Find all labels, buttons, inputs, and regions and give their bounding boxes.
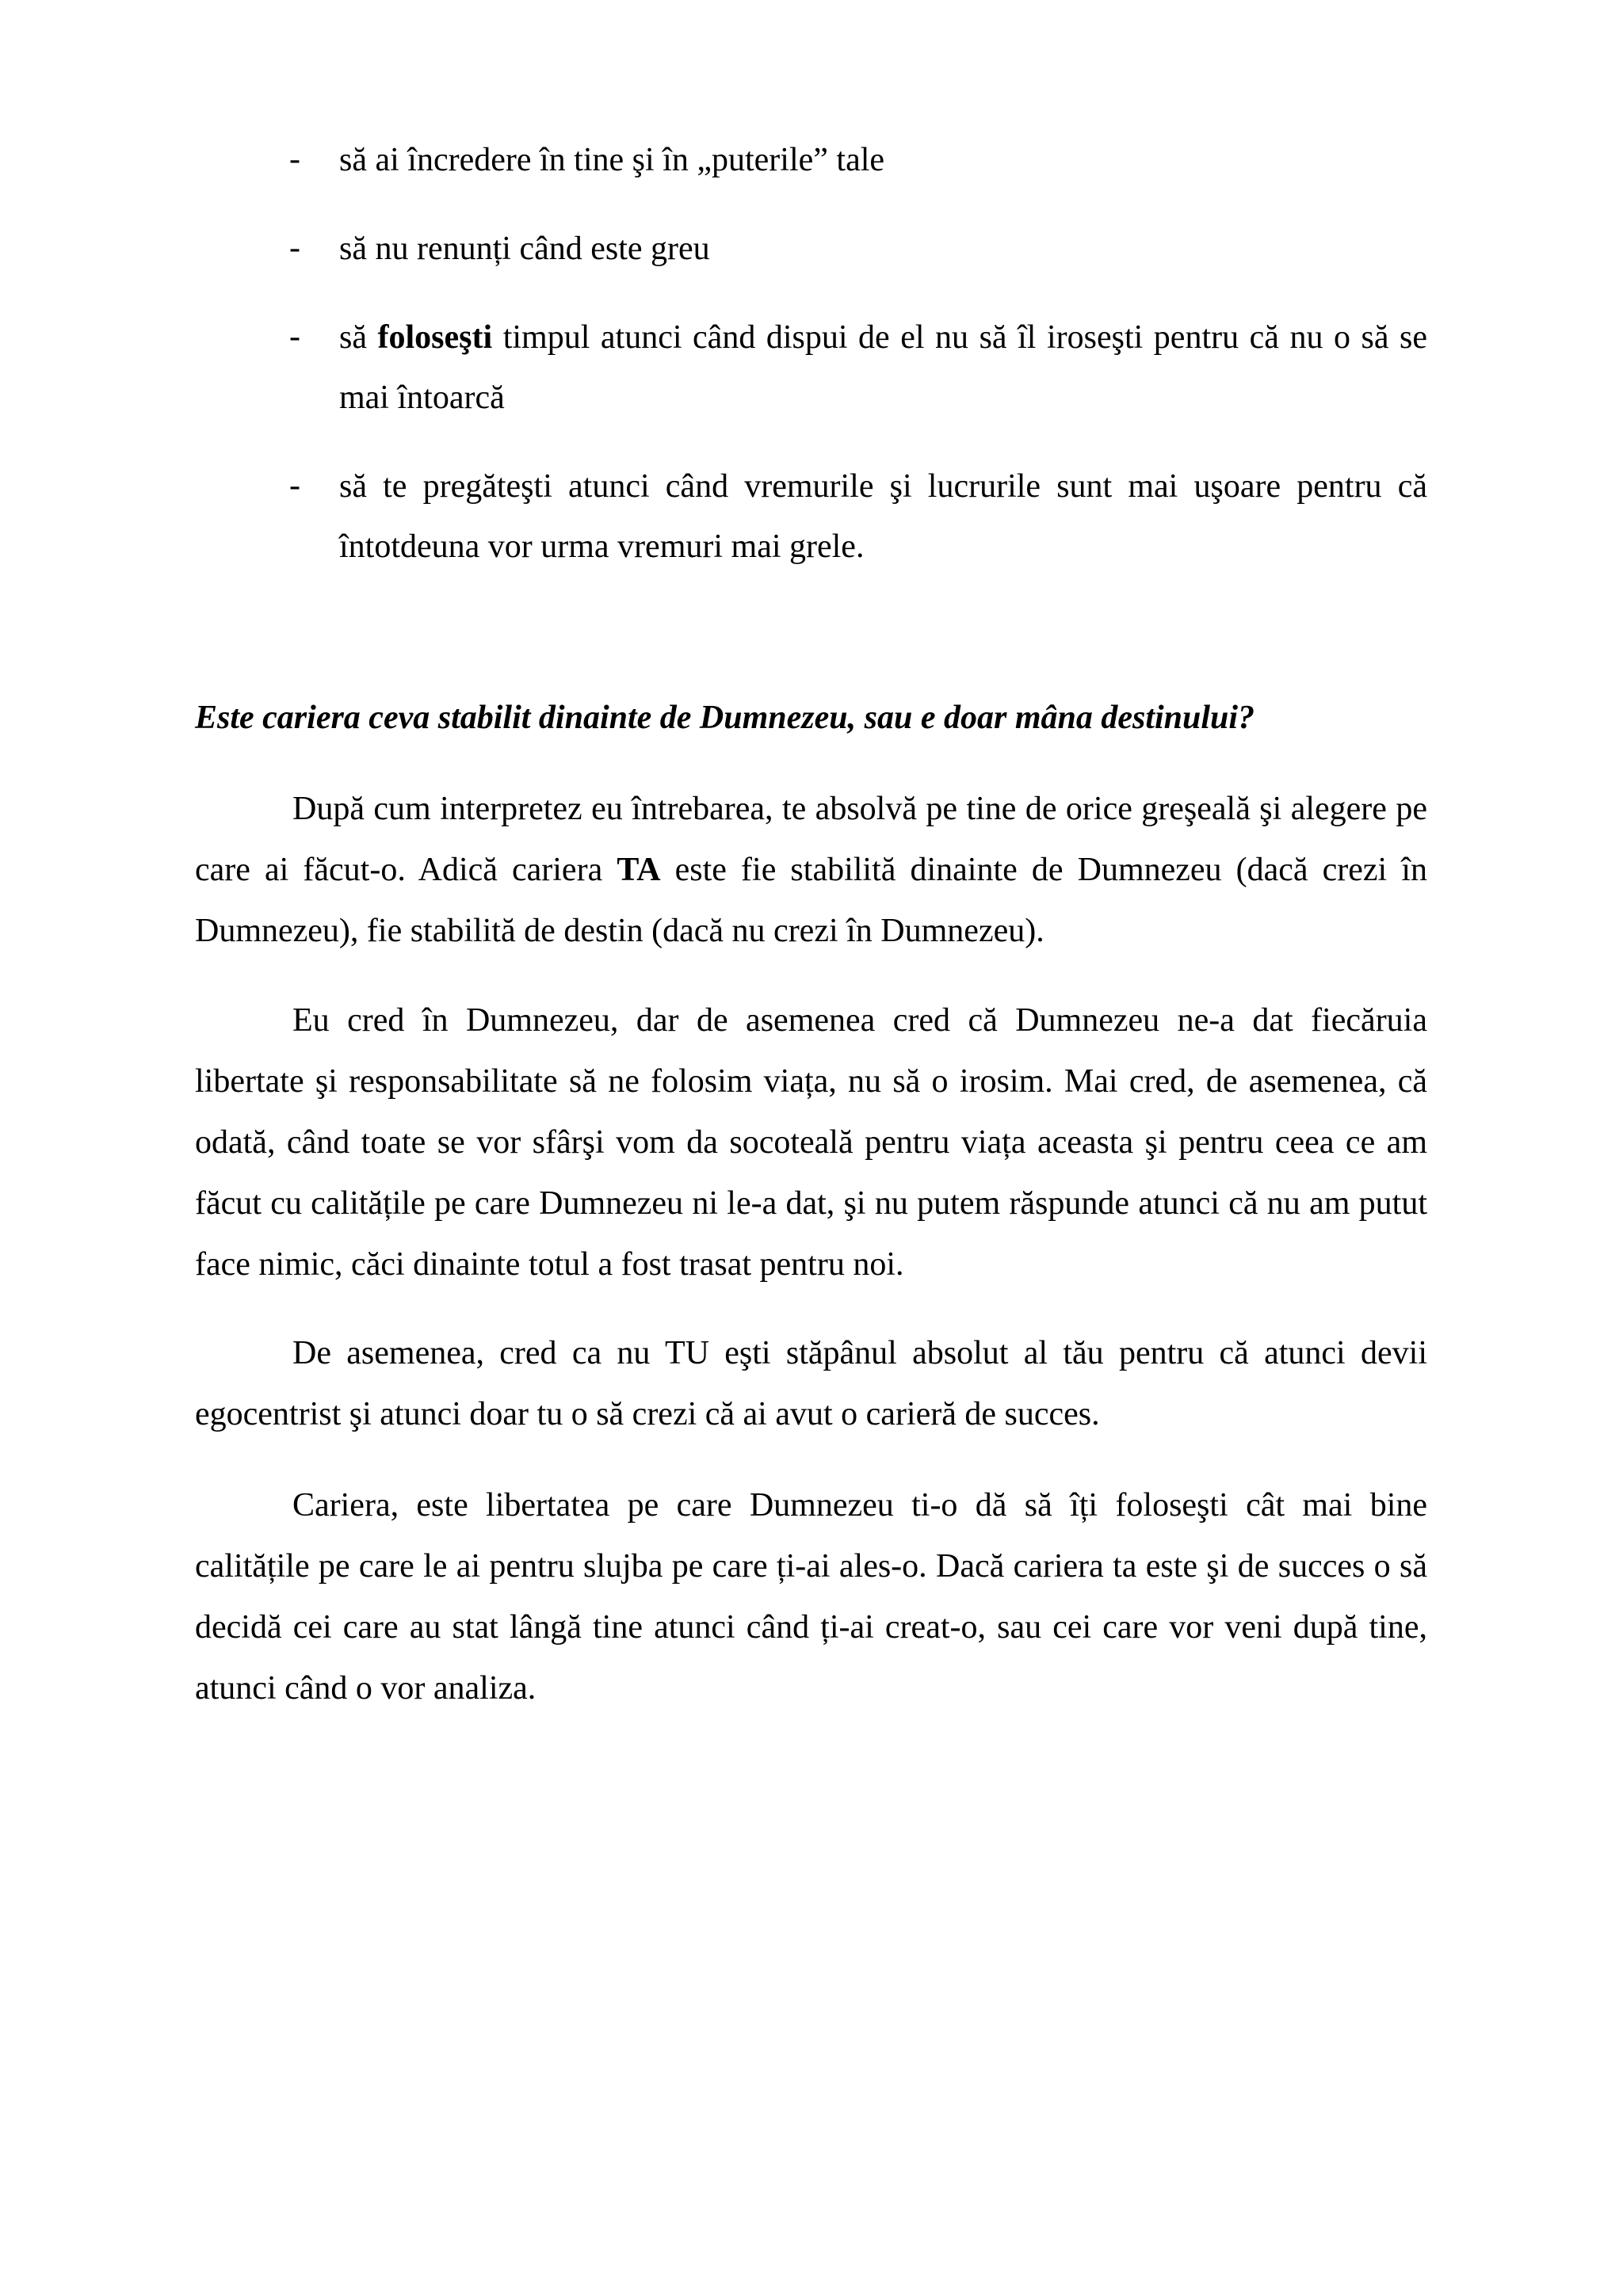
list-item-text: să nu renunți când este greu — [339, 231, 710, 267]
paragraph: Cariera, este libertatea pe care Dumnezeu ti-o dă să îți foloseşti cât mai bine calitățile pe care le ai pentru slujba pe care ți-ai ales-o. Dacă cariera ta este şi de succes o să decidă cei care au stat lângă tine atunci când ți-ai creat-o, sau cei care vor veni după tine, atunci când o vor analiza. — [195, 1487, 1427, 1707]
emphasis-bold: foloseşti — [377, 319, 493, 356]
paragraph: De asemenea, cred ca nu TU eşti stăpânul absolut al tău pentru că atunci devii egocentrist şi atunci doar tu o să crezi că ai avut o carieră de succes. — [195, 1335, 1427, 1432]
dash-bullet: - — [289, 141, 300, 177]
dash-bullet: - — [289, 318, 300, 355]
list-item-text: să foloseşti timpul atunci când dispui de el nu să îl iroseşti pentru că nu o să se mai întoarcă — [339, 319, 1427, 416]
paragraph: Eu cred în Dumnezeu, dar de asemenea cred că Dumnezeu ne-a dat fiecăruia libertate şi responsabilitate să ne folosim viața, nu să o irosim. Mai cred, de asemenea, că odată, când toate se vor sfârşi vom da socoteală pentru viața aceasta şi pentru ceea ce am făcut cu calitățile pe care Dumnezeu ni le-a dat, şi nu putem răspunde atunci că nu am putut face nimic, căci dinainte totul a fost trasat pentru noi. — [195, 1002, 1427, 1283]
dash-bullet: - — [289, 467, 300, 504]
list-item-text: să te pregăteşti atunci când vremurile şi lucrurile sunt mai uşoare pentru că întotdeuna vor urma vremuri mai grele. — [339, 468, 1427, 565]
emphasis-bold: TA — [617, 852, 661, 888]
dash-bullet: - — [289, 230, 300, 266]
paragraph: După cum interpretez eu întrebarea, te absolvă pe tine de orice greşeală şi alegere pe care ai făcut-o. Adică cariera TA este fie stabilită dinainte de Dumnezeu (dacă crezi în Dumnezeu), fie stabilită de destin (dacă nu crezi în Dumnezeu). — [195, 791, 1427, 949]
list-item-text: să ai încredere în tine şi în „puterile” tale — [339, 142, 885, 178]
section-heading: Este cariera ceva stabilit dinainte de Dumnezeu, sau e doar mâna destinului? — [195, 700, 1255, 736]
